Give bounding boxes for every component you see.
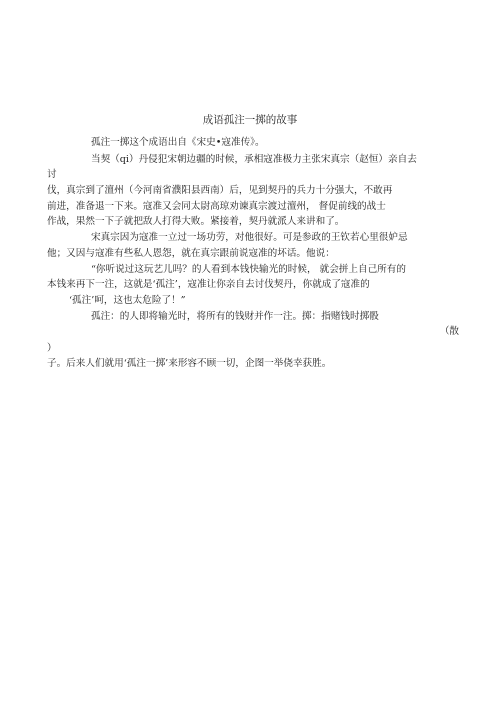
text-line: 当契（qi）丹侵犯宋朝边疆的时候，承相寇准极力主张宋真宗（赵恒）亲自去 (91, 154, 417, 165)
text-line: 伐，真宗到了澶州（今河南省濮阳县西南）后，见到契丹的兵力十分强大，不敢再 (47, 185, 393, 196)
text-line: 孤注一掷这个成语出自《宋史•寇准传》。 (91, 137, 265, 148)
text-line: 前进，准备退一下来。寇准又会同太尉高琼劝谏真宗渡过澶州， 督促前线的战士 (47, 201, 386, 212)
text-line: （散 (439, 326, 459, 337)
text-line: 孤注：的人即将输光时，将所有的钱财并作一注。掷：指赌钱时掷骰 (91, 311, 379, 322)
text-line: “你听说过这玩艺儿吗？的人看到本钱快输光的时候， 就会拼上自己所有的 (91, 264, 406, 275)
document-title: 成语孤注一掷的故事 (202, 114, 298, 126)
text-line: 讨 (47, 169, 57, 180)
text-line: 作战，果然一下子就把敌人打得大败。紧接着，契丹就派人来讲和了。 (47, 216, 345, 227)
text-line: 子。后来人们就用‘孤注一掷’来形容不顾一切，企图一举侥幸获胜。 (47, 358, 332, 369)
text-line: ） (47, 343, 57, 354)
text-line: 他；又因与寇准有些私人恩怨，就在真宗跟前说寇准的坏话。他说： (47, 248, 335, 259)
text-line: 本钱来再下一注，这就是‘孤注’，寇准让你亲自去讨伐契丹，你就成了寇准的 (47, 279, 370, 290)
text-line: 宋真宗因为寇准一立过一场功劳，对他很好。可是参政的王钦若心里很妒忌 (91, 232, 408, 243)
text-line: ‘孤注’呵，这也太危险了！” (69, 295, 186, 306)
